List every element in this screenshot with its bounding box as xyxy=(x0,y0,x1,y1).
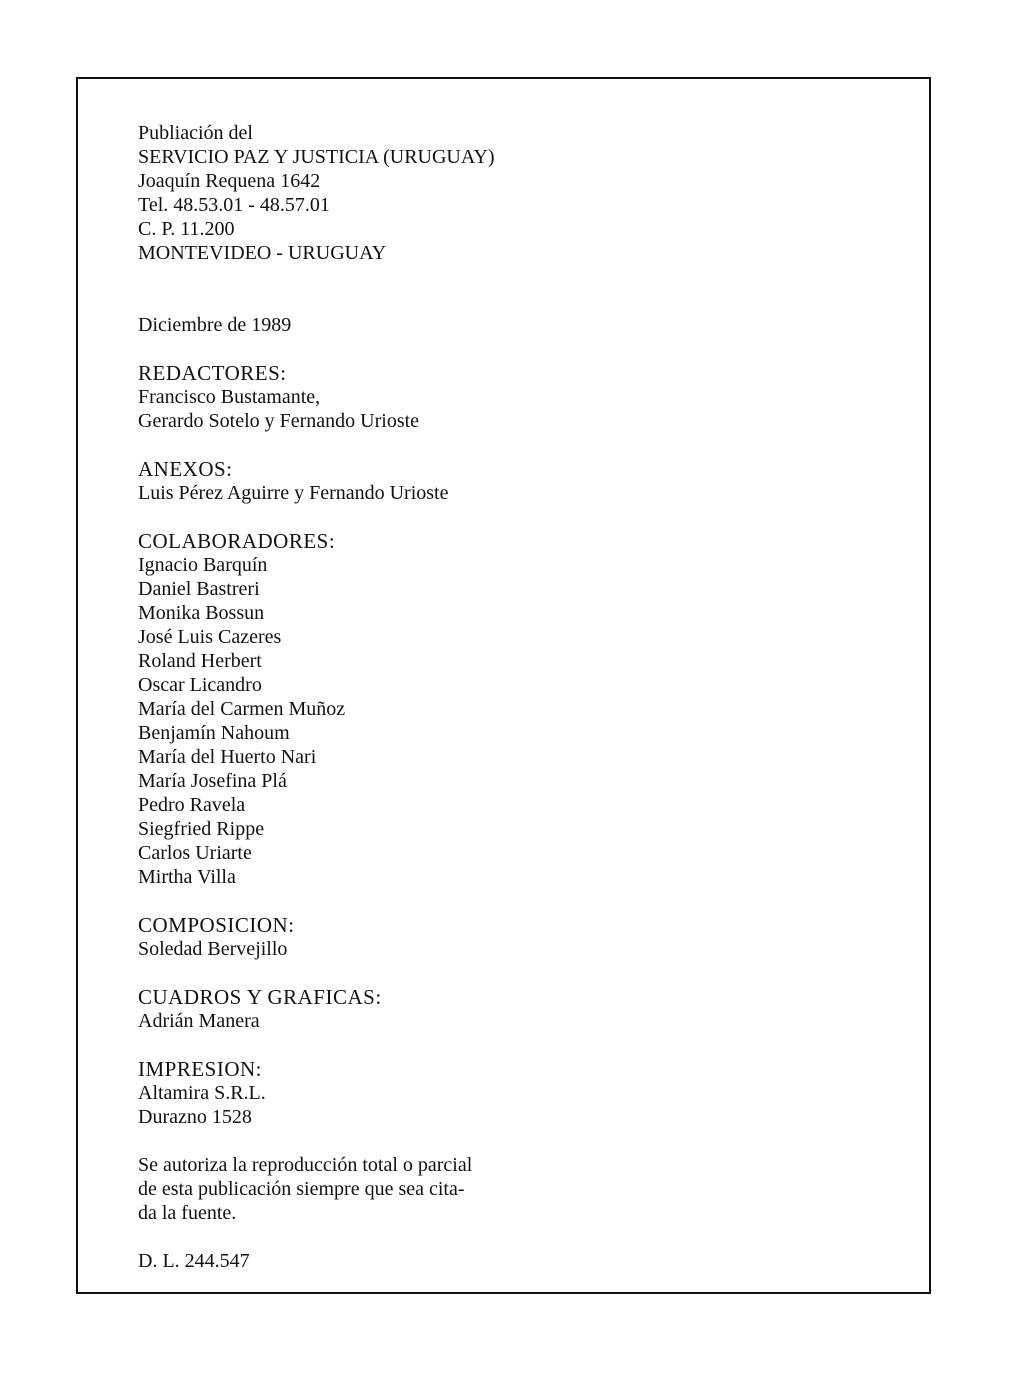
collaborator-name: María del Carmen Muñoz xyxy=(138,698,346,720)
section-colaboradores xyxy=(138,529,758,889)
section-heading: IMPRESION: xyxy=(138,1057,263,1081)
section-heading: REDACTORES: xyxy=(138,361,287,385)
section-line: Soledad Bervejillo xyxy=(138,938,288,960)
collaborator-name: María del Huerto Nari xyxy=(138,746,317,768)
section-line: Gerardo Sotelo y Fernando Urioste xyxy=(138,410,420,432)
section-line: Durazno 1528 xyxy=(138,1106,252,1128)
section-cuadros xyxy=(138,985,758,1033)
collaborator-name: Roland Herbert xyxy=(138,650,262,672)
notice-line: Se autoriza la reproducción total o parcial xyxy=(138,1154,473,1176)
collaborator-name: Pedro Ravela xyxy=(138,794,246,816)
collaborator-name: José Luis Cazeres xyxy=(138,626,282,648)
collaborator-name: Oscar Licandro xyxy=(138,674,262,696)
section-line: Adrián Manera xyxy=(138,1010,260,1032)
collaborator-name: Siegfried Rippe xyxy=(138,818,265,840)
publication-date: Diciembre de 1989 xyxy=(138,314,292,336)
collaborator-name: Carlos Uriarte xyxy=(138,842,252,864)
publisher-phone: Tel. 48.53.01 - 48.57.01 xyxy=(138,194,330,216)
publisher-address: Joaquín Requena 1642 xyxy=(138,170,321,192)
publisher-city: MONTEVIDEO - URUGUAY xyxy=(138,242,387,264)
collaborator-name: Daniel Bastreri xyxy=(138,578,260,600)
section-heading: COLABORADORES: xyxy=(138,529,336,553)
collaborator-name: Monika Bossun xyxy=(138,602,265,624)
section-heading: CUADROS Y GRAFICAS: xyxy=(138,985,382,1009)
publisher-block xyxy=(138,121,758,265)
collaborator-name: Mirtha Villa xyxy=(138,866,236,888)
colophon xyxy=(138,121,758,1273)
section-impresion xyxy=(138,1057,758,1129)
notice-line: da la fuente. xyxy=(138,1202,237,1224)
date-block xyxy=(138,313,758,337)
collaborator-name: María Josefina Plá xyxy=(138,770,287,792)
section-composicion xyxy=(138,913,758,961)
section-line: Francisco Bustamante, xyxy=(138,386,321,408)
collaborator-name: Ignacio Barquín xyxy=(138,554,268,576)
section-heading: ANEXOS: xyxy=(138,457,233,481)
section-redactores xyxy=(138,361,758,433)
reproduction-notice xyxy=(138,1153,758,1225)
section-line: Altamira S.R.L. xyxy=(138,1082,266,1104)
notice-line: de esta publicación siempre que sea cita- xyxy=(138,1178,465,1200)
publisher-postal-code: C. P. 11.200 xyxy=(138,218,235,240)
legal-deposit-block xyxy=(138,1249,758,1273)
section-heading: COMPOSICION: xyxy=(138,913,295,937)
publisher-name: SERVICIO PAZ Y JUSTICIA (URUGUAY) xyxy=(138,146,495,168)
section-line: Luis Pérez Aguirre y Fernando Urioste xyxy=(138,482,449,504)
publisher-line: Publiación del xyxy=(138,122,253,144)
section-anexos xyxy=(138,457,758,505)
collaborator-name: Benjamín Nahoum xyxy=(138,722,290,744)
legal-deposit: D. L. 244.547 xyxy=(138,1250,250,1272)
